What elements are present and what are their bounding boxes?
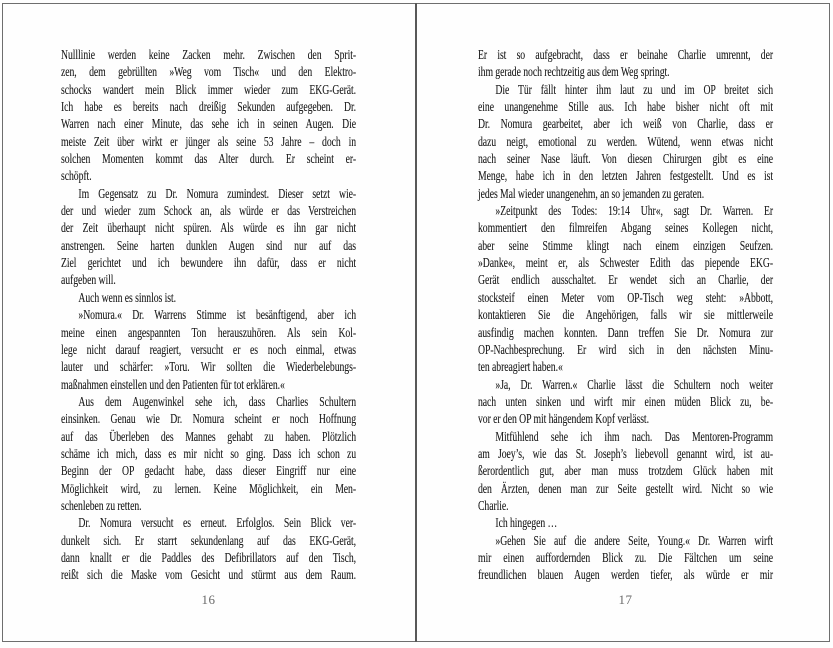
text-line: aufgeben will. xyxy=(61,273,116,289)
text-line: einsinken. Genau wie Dr. Nomura scheint er noch Hoffnung xyxy=(61,412,357,428)
paragraph xyxy=(61,307,356,394)
text-line: jedes Mal wieder unangenehm, an so jemanden zu geraten. xyxy=(478,186,705,202)
text-line: »Ja, Dr. Warren.« Charlie lässt die Schultern noch weiter xyxy=(495,377,774,393)
text-line: Menge, habe ich in den letzten Jahren festgestellt. Und es ist xyxy=(478,169,774,185)
text-line: der Zeit überhaupt nicht spüren. Als würde es ihn gar nicht xyxy=(61,221,357,237)
text-line: stocksteif einen Meter vom OP-Tisch weg steht: »Abbott, xyxy=(478,290,774,306)
text-line: Warren nach einer Minute, das sehe ich in seinen Augen. Die xyxy=(61,117,357,133)
text-line: Möglichkeit wird, zu lernen. Keine Möglichkeit, ein Men- xyxy=(61,481,357,497)
text-line: Dr. Nomura versucht es erneut. Erfolglos. Sein Blick ver- xyxy=(78,516,357,532)
text-line: Mitfühlend sehe ich ihm nach. Das Mentoren-Programm xyxy=(495,429,774,445)
text-line: dazu neigt, emotional zu werden. Wütend, wenn etwas nicht xyxy=(478,134,774,150)
page-number-left: 16 xyxy=(201,592,216,607)
text-line: reißt sich die Maske vom Gesicht und stürmt aus dem Raum. xyxy=(61,568,357,584)
text-line: nach seiner Nase läuft. Von diesen Chirurgen gibt es eine xyxy=(478,152,774,168)
text-line: nach unten sinken und wirft mir einen müden Blick zu, be- xyxy=(478,394,774,410)
text-line: freundlichen blauen Augen werden tiefer, als würde er mir xyxy=(478,568,774,584)
text-line: Aus dem Augenwinkel sehe ich, dass Charlies Schultern xyxy=(78,394,357,410)
text-line: ten abreagiert haben.« xyxy=(478,360,563,376)
text-line: kommentiert den filmreifen Abgang seines Kollegen nicht, xyxy=(478,221,774,237)
paragraph xyxy=(478,203,773,376)
paragraph xyxy=(61,515,356,584)
text-line: ausfindig machen konnten. Dann treffen Sie Dr. Nomura zur xyxy=(478,325,774,341)
text-line: Die Tür fällt hinter ihm laut zu und im OP breitet sich xyxy=(495,82,774,98)
text-line: dann knallt er die Paddles des Defibrillators auf den Tisch, xyxy=(61,550,357,566)
text-line: am Joey’s, wie das St. Joseph’s liebevoll genannt wird, ist au- xyxy=(478,446,774,462)
text-line: Gerät endlich ausschaltet. Er wendet sich an Charlie, der xyxy=(478,273,774,289)
text-line: Im Gegensatz zu Dr. Nomura zumindest. Dieser setzt wie- xyxy=(78,186,357,202)
text-line: vor er den OP mit hängendem Kopf verlässt. xyxy=(478,412,649,428)
text-line: »Nomura.« Dr. Warrens Stimme ist besänftigend, aber ich xyxy=(78,308,357,324)
text-line: Er ist so aufgebracht, dass er beinahe Charlie umrennt, der xyxy=(478,48,774,63)
text-line: Auch wenn es sinnlos ist. xyxy=(78,290,176,306)
text-line: lauter und schärfer: »Toru. Wir sollten die Wiederbelebungs- xyxy=(61,360,357,376)
page-right xyxy=(417,3,829,642)
text-line: maßnahmen einstellen und den Patienten für tot erklären.« xyxy=(61,377,285,393)
text-line: meiste Zeit über wirkt er jünger als seine 53 Jahre – doch in xyxy=(61,134,357,150)
page-left-text-block xyxy=(61,47,356,585)
text-line: schäme ich mich, dass es mir nicht so ging. Dass ich schon zu xyxy=(61,446,357,462)
text-line: der und wieder zum Schock an, als würde er das Verstreichen xyxy=(61,204,357,220)
text-line: dunkelt sich. Er starrt sekundenlang auf das EKG-Gerät, xyxy=(61,533,357,549)
paragraph xyxy=(478,82,773,203)
text-line: schocks wandert mein Blick immer wieder zum EKG-Gerät. xyxy=(61,82,357,98)
paragraph xyxy=(478,47,773,82)
text-line: schenleben zu retten. xyxy=(61,498,142,514)
text-line: lege nicht darauf reagiert, versucht er es noch einmal, etwas xyxy=(61,342,357,358)
text-line: kontaktieren Sie die Angehörigen, falls wir sie mittlerweile xyxy=(478,308,774,324)
text-line: mir einen auffordernden Blick zu. Die Fältchen um seine xyxy=(478,550,774,566)
text-line: »Zeitpunkt des Todes: 19:14 Uhr«, sagt Dr. Warren. Er xyxy=(495,204,774,220)
text-line: »Danke«, meint er, als Schwester Edith das piepende EKG- xyxy=(478,256,774,272)
paragraph xyxy=(61,47,356,186)
text-line: Nulllinie werden keine Zacken mehr. Zwischen den Sprit- xyxy=(61,48,357,63)
text-line: OP-Nachbesprechung. Er wird sich in den nächsten Minu- xyxy=(478,342,774,358)
page-left xyxy=(3,3,415,642)
paragraph xyxy=(61,394,356,515)
paragraph xyxy=(61,290,356,307)
text-line: den Ärzten, denen man zur Seite gestellt wird. Nicht so wie xyxy=(478,481,774,497)
text-line: aber seine Stimme klingt nach einem einzigen Seufzen. xyxy=(478,238,774,254)
paragraph xyxy=(478,377,773,429)
text-line: meine einen angespannten Ton herauszuhören. Als sein Kol- xyxy=(61,325,357,341)
text-line: schöpft. xyxy=(61,169,92,185)
text-line: Ich hingegen … xyxy=(495,516,558,532)
page-number-right: 17 xyxy=(618,592,633,607)
text-line: Ziel gerichtet und ich bewundere ihn dafür, dass er nicht xyxy=(61,256,357,272)
text-line: Beginn der OP gedacht habe, dass dieser Eingriff nur eine xyxy=(61,464,357,480)
text-line: Ich habe es bereits nach dreißig Sekunden aufgegeben. Dr. xyxy=(61,100,357,116)
text-line: anstrengen. Seine harten dunklen Augen sind nur auf das xyxy=(61,238,357,254)
text-line: auf das Überleben des Mannes gehabt zu haben. Plötzlich xyxy=(61,429,357,445)
paragraph xyxy=(61,186,356,290)
text-line: ßerordentlich gut, aber man muss trotzdem Glück haben mit xyxy=(478,464,774,480)
text-line: Charlie. xyxy=(478,498,509,514)
page-right-text-block xyxy=(478,47,773,585)
paragraph xyxy=(478,533,773,585)
text-line: zen, dem gebrüllten »Weg vom Tisch« und den Elektro- xyxy=(61,65,357,81)
paragraph xyxy=(478,429,773,516)
text-line: eine unangenehme Stille aus. Ich habe bisher nicht oft mit xyxy=(478,100,774,116)
text-line: solchen Momenten kommt das Alter durch. Er scheint er- xyxy=(61,152,357,168)
text-line: Dr. Nomura gearbeitet, aber ich weiß von Charlie, dass er xyxy=(478,117,774,133)
paragraph xyxy=(478,515,773,532)
text-line: ihm gerade noch rechtzeitig aus dem Weg springt. xyxy=(478,65,670,81)
text-line: »Gehen Sie auf die andere Seite, Young.« Dr. Warren wirft xyxy=(495,533,774,549)
